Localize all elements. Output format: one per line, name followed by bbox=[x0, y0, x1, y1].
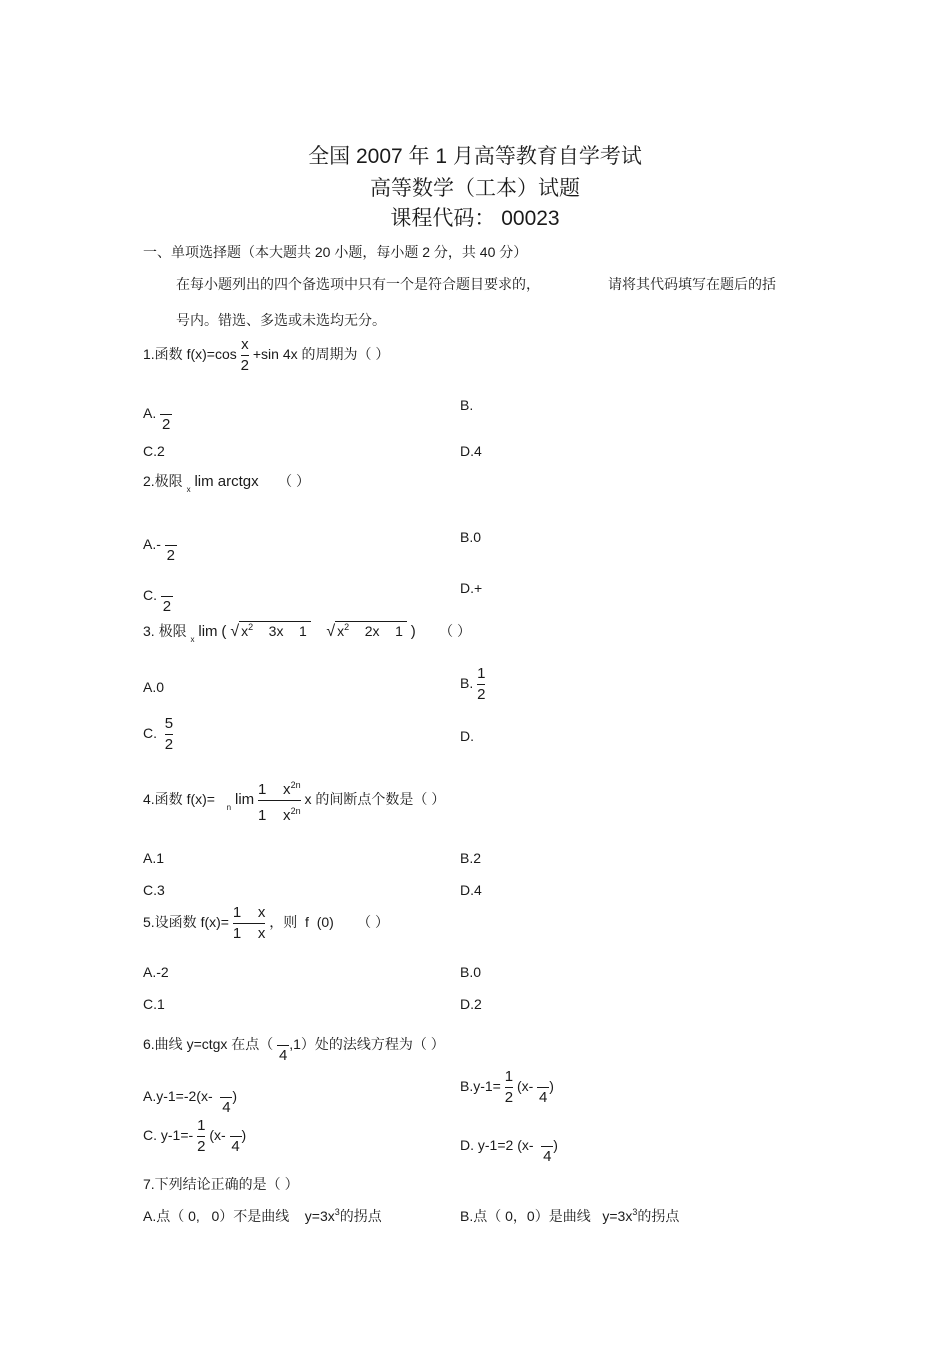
q3-radical-2: $x^2$ 2x 1 bbox=[335, 621, 407, 638]
q7-option-b: B.点（ 0，0）是曲线 $y=3x^3$的拐点 bbox=[460, 1207, 680, 1224]
q1-stem-end: +sin 4x 的周期为（ ） bbox=[252, 346, 390, 363]
q1-fraction: $\frac{x}{2}$ bbox=[240, 336, 249, 374]
q1-option-a: A. 2 bbox=[143, 405, 171, 433]
instruction-line-2: 号内。错选、多选或未选均无分。 bbox=[176, 312, 386, 328]
course-code: 课程代码： 00023 bbox=[390, 207, 560, 230]
question-7: 7.下列结论正确的是（ ） bbox=[143, 1176, 299, 1192]
q5-fraction: $\frac{1 x}{1 x}$ bbox=[232, 904, 266, 942]
q1-option-b: B. bbox=[460, 397, 474, 413]
q2-option-b: B.0 bbox=[460, 529, 482, 545]
exam-subject: 高等数学（工本）试题 bbox=[370, 177, 580, 200]
q6-option-d: D. y-1=2 (x- 4 ) bbox=[460, 1137, 558, 1165]
q3-option-d: D. bbox=[460, 728, 474, 744]
q3-option-c: C. $\frac{5}{2}$ bbox=[143, 715, 174, 753]
q4-option-a: A.1 bbox=[143, 850, 165, 866]
question-2: 2.极限 $_x$ lim arctgx （ ） bbox=[143, 473, 310, 494]
instruction-line-1a: 在每小题列出的四个备选项中只有一个是符合题目要求的， bbox=[176, 276, 540, 292]
q1-option-c: C.2 bbox=[143, 443, 165, 459]
question-3: 3. 极限 $_x$ lim ( √ $x^2$ 3x 1 √ $x^2$ 2x 1 ) （ ） bbox=[143, 622, 471, 644]
q3-option-b: B. $\frac{1}{2}$ bbox=[460, 665, 486, 703]
q5-option-b: B.0 bbox=[460, 964, 482, 980]
q2-option-c: C. 2 bbox=[143, 587, 172, 615]
section-heading: 一、单项选择题（本大题共 20 小题，每小题 2 分，共 40 分） bbox=[143, 244, 528, 260]
q6-option-b: B.y-1= $\frac{1}{2}$ (x- 4 ) bbox=[460, 1068, 554, 1106]
q3-radical-1: $x^2$ 3x 1 bbox=[239, 621, 311, 638]
question-1 bbox=[143, 336, 389, 375]
q7-option-a: A.点（ 0, 0）不是曲线 $y=3x^3$的拐点 bbox=[143, 1207, 382, 1224]
q5-option-d: D.2 bbox=[460, 996, 482, 1012]
q5-option-a: A.-2 bbox=[143, 964, 169, 980]
q1-option-d: D.4 bbox=[460, 443, 482, 459]
q4-option-c: C.3 bbox=[143, 882, 165, 898]
exam-title: 全国 2007 年 1 月高等教育自学考试 bbox=[308, 145, 642, 168]
q6-option-a: A.y-1=-2(x- 4 ) bbox=[143, 1088, 238, 1116]
q1-stem: 1.函数 f(x)=cos bbox=[143, 346, 237, 363]
q2-option-a: A.- 2 bbox=[143, 536, 175, 564]
question-4: 4.函数 f(x)= $_n$ lim $\frac{1 x^{2n}}{1 x^{2n}}$ x 的间断点个数是（ ） bbox=[143, 776, 445, 825]
q4-option-d: D.4 bbox=[460, 882, 482, 898]
q5-option-c: C.1 bbox=[143, 996, 165, 1012]
question-6: 6.曲线 y=ctgx 在点（ 4 ,1）处的法线方程为（ ） bbox=[143, 1036, 445, 1064]
q2-option-d: D.+ bbox=[460, 580, 483, 596]
q4-fraction: $\frac{1 x^{2n}}{1 x^{2n}}$ bbox=[258, 780, 301, 824]
q4-option-b: B.2 bbox=[460, 850, 482, 866]
question-5: 5.设函数 f(x)= $\frac{1 x}{1 x}$ ，则 f (0) （ ） bbox=[143, 904, 390, 942]
q6-option-c: C. y-1=- $\frac{1}{2}$ (x- 4 ) bbox=[143, 1117, 247, 1155]
instruction-line-1b: 请将其代码填写在题后的括 bbox=[608, 276, 776, 292]
q3-option-a: A.0 bbox=[143, 679, 165, 695]
